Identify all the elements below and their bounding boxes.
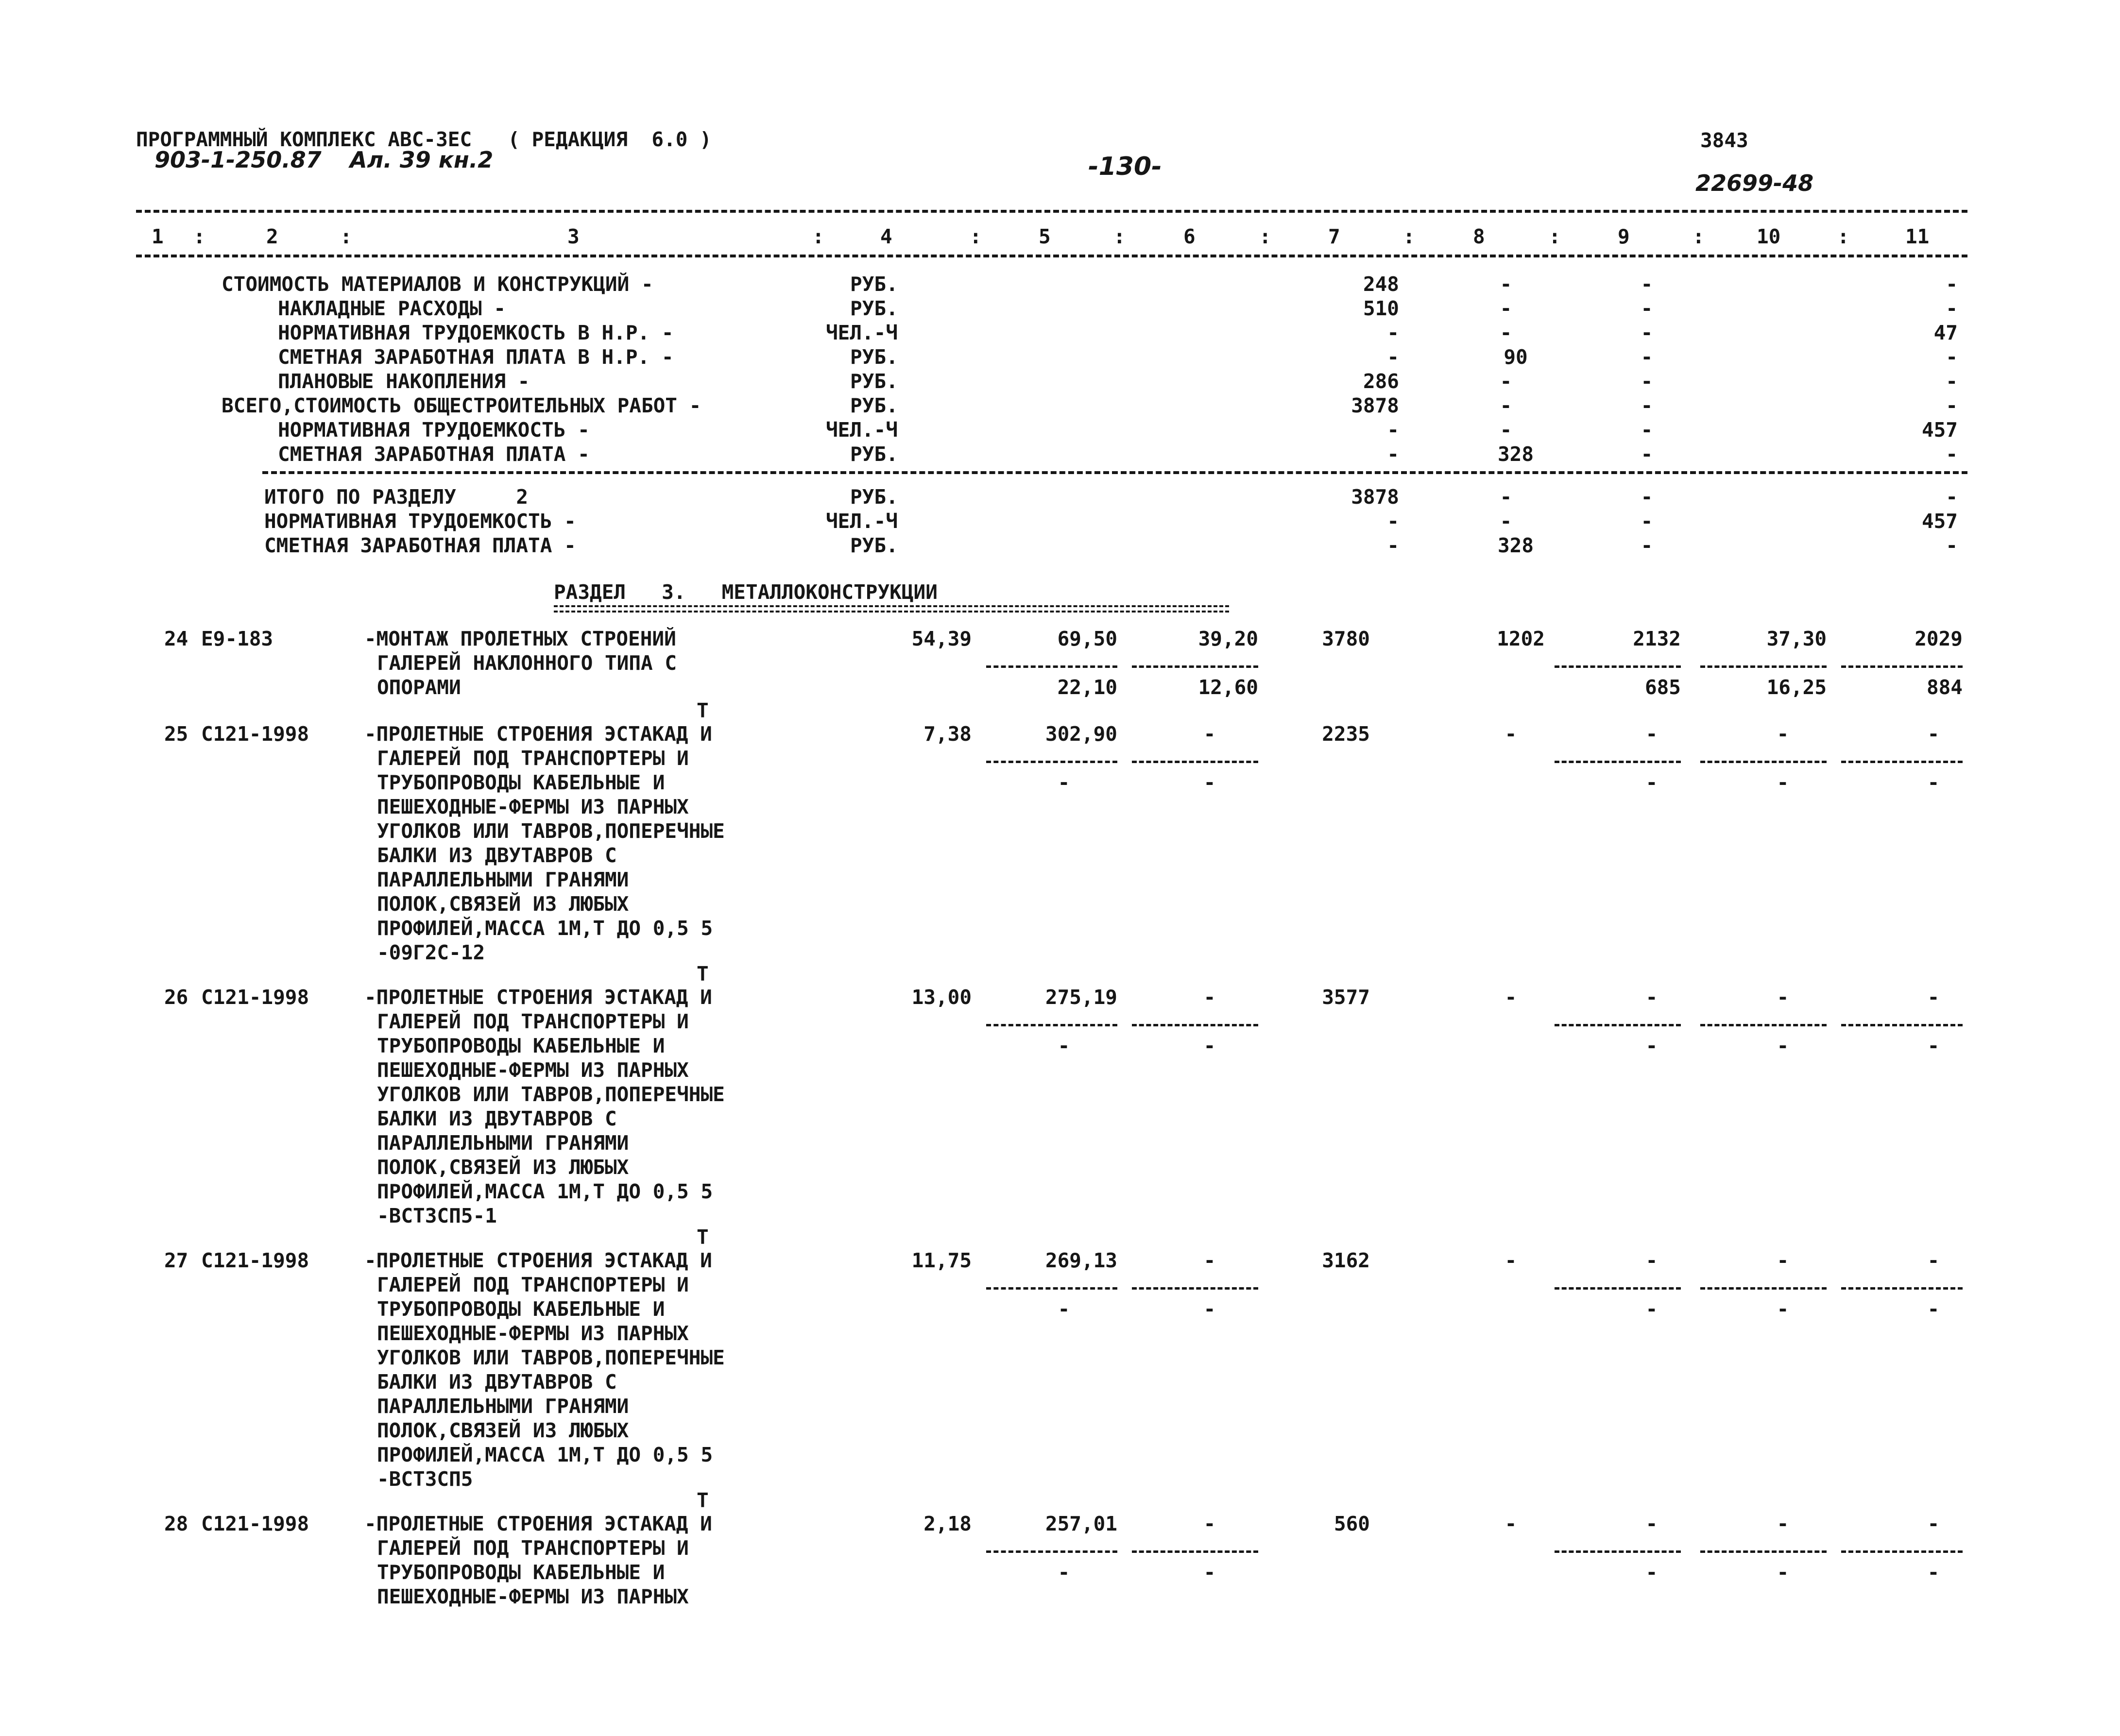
total-unit: ЧЕЛ.-Ч <box>826 510 898 533</box>
item-num: 25 <box>164 722 188 746</box>
item-c6: - <box>1203 1249 1216 1272</box>
item-c11: - <box>1927 986 1940 1009</box>
item-c11-sub: - <box>1927 1034 1940 1057</box>
item-qty: 13,00 <box>911 986 972 1009</box>
item-desc-line: ТРУБОПРОВОДЫ КАБЕЛЬНЫЕ И <box>377 1034 665 1057</box>
summary-label: СМЕТНАЯ ЗАРАБОТНАЯ ПЛАТА В Н.Р. - <box>278 345 674 369</box>
item-desc-line: ТРУБОПРОВОДЫ КАБЕЛЬНЫЕ И <box>377 771 665 794</box>
item-code: С121-1998 <box>201 1512 309 1535</box>
item-c5: 302,90 <box>1045 722 1117 746</box>
fraction-line <box>1555 1287 1681 1290</box>
item-code: С121-1998 <box>201 722 309 746</box>
section-title-underline <box>554 605 1229 613</box>
total-c8: 328 <box>1497 534 1534 557</box>
item-c7: 3577 <box>1322 986 1370 1009</box>
col-sep: : <box>970 225 982 248</box>
item-c10: - <box>1777 1249 1789 1272</box>
col-sep: : <box>340 225 352 248</box>
summary-c7: - <box>1387 418 1399 442</box>
item-num: 26 <box>164 986 188 1009</box>
item-c9: - <box>1645 1249 1658 1272</box>
item-desc-line: ГАЛЕРЕЙ ПОД ТРАНСПОРТЕРЫ И <box>377 1010 689 1033</box>
item-desc-line: ПРОФИЛЕЙ,МАССА 1М,Т ДО 0,5 5 <box>377 1443 713 1466</box>
item-mark: Т <box>697 962 709 986</box>
item-c8: - <box>1505 1512 1517 1535</box>
summary-c9: - <box>1641 394 1653 417</box>
item-desc-line: -ПРОЛЕТНЫЕ СТРОЕНИЯ ЭСТАКАД И <box>364 722 712 746</box>
item-c5-sub: - <box>1058 1561 1070 1584</box>
fraction-line <box>1700 761 1827 763</box>
item-c5: 269,13 <box>1045 1249 1117 1272</box>
item-desc-line: ГАЛЕРЕЙ ПОД ТРАНСПОРТЕРЫ И <box>377 747 689 770</box>
item-c11: - <box>1927 1512 1940 1535</box>
item-num: 24 <box>164 627 188 650</box>
item-desc-line: ГАЛЕРЕЙ ПОД ТРАНСПОРТЕРЫ И <box>377 1273 689 1296</box>
total-c9: - <box>1641 485 1653 509</box>
col-sep: : <box>1113 225 1126 248</box>
summary-unit: ЧЕЛ.-Ч <box>826 418 898 442</box>
summary-c11: - <box>1946 394 1958 417</box>
item-c9: - <box>1645 1512 1658 1535</box>
col-sep: : <box>1549 225 1561 248</box>
item-c6-sub: 12,60 <box>1198 676 1258 699</box>
summary-c9: - <box>1641 297 1653 320</box>
total-unit: РУБ. <box>850 534 898 557</box>
item-desc-line: ГАЛЕРЕЙ НАКЛОННОГО ТИПА С <box>377 651 677 675</box>
item-c11-sub: - <box>1927 1561 1940 1584</box>
item-desc-line: ПРОФИЛЕЙ,МАССА 1М,Т ДО 0,5 5 <box>377 917 713 940</box>
col-num: 2 <box>266 225 278 248</box>
item-desc-line: ПОЛОК,СВЯЗЕЙ ИЗ ЛЮБЫХ <box>377 892 629 916</box>
summary-c11: - <box>1946 443 1958 466</box>
fraction-line <box>986 1550 1117 1553</box>
summary-c7: 286 <box>1363 370 1399 393</box>
item-c7: 3162 <box>1322 1249 1370 1272</box>
item-desc-line: ПОЛОК,СВЯЗЕЙ ИЗ ЛЮБЫХ <box>377 1419 629 1442</box>
item-c11-sub: 884 <box>1926 676 1963 699</box>
fraction-line <box>1841 1287 1963 1290</box>
fraction-line <box>1841 761 1963 763</box>
summary-c7: - <box>1387 321 1399 344</box>
fraction-line <box>1700 1024 1827 1026</box>
item-c5: 275,19 <box>1045 986 1117 1009</box>
col-sep: : <box>812 225 824 248</box>
item-c8: - <box>1505 1249 1517 1272</box>
item-c8: 1202 <box>1497 627 1545 650</box>
item-c10-sub: 16,25 <box>1766 676 1827 699</box>
item-desc-line: ПЕШЕХОДНЫЕ-ФЕРМЫ ИЗ ПАРНЫХ <box>377 1058 689 1082</box>
col-num: 9 <box>1618 225 1630 248</box>
total-c7: 3878 <box>1351 485 1399 509</box>
summary-label: НОРМАТИВНАЯ ТРУДОЕМКОСТЬ В Н.Р. - <box>278 321 674 344</box>
summary-c7: 3878 <box>1351 394 1399 417</box>
fraction-line <box>1132 665 1258 668</box>
total-c9: - <box>1641 534 1653 557</box>
item-c6: 39,20 <box>1198 627 1258 650</box>
col-num: 5 <box>1039 225 1051 248</box>
summary-unit: РУБ. <box>850 370 898 393</box>
summary-label: НОРМАТИВНАЯ ТРУДОЕМКОСТЬ - <box>278 418 590 442</box>
item-desc-line: -МОНТАЖ ПРОЛЕТНЫХ СТРОЕНИЙ <box>364 627 676 650</box>
summary-c7: - <box>1387 345 1399 369</box>
fraction-line <box>1700 1550 1827 1553</box>
summary-c9: - <box>1641 370 1653 393</box>
fraction-line <box>1555 761 1681 763</box>
item-c6-sub: - <box>1203 1561 1216 1584</box>
item-c5-sub: - <box>1058 1034 1070 1057</box>
col-num: 1 <box>152 225 164 248</box>
item-desc-line: ПОЛОК,СВЯЗЕЙ ИЗ ЛЮБЫХ <box>377 1156 629 1179</box>
item-c9: 2132 <box>1633 627 1681 650</box>
item-c7: 3780 <box>1322 627 1370 650</box>
summary-c8: 328 <box>1497 443 1534 466</box>
item-desc-line: -ПРОЛЕТНЫЕ СТРОЕНИЯ ЭСТАКАД И <box>364 986 712 1009</box>
summary-c8: 90 <box>1504 345 1528 369</box>
item-desc-line: ПАРАЛЛЕЛЬНЫМИ ГРАНЯМИ <box>377 868 629 891</box>
total-c7: - <box>1387 510 1399 533</box>
summary-c11: - <box>1946 370 1958 393</box>
fraction-line <box>1700 665 1827 668</box>
item-c10-sub: - <box>1777 1297 1789 1321</box>
fraction-line <box>1555 1550 1681 1553</box>
item-desc-line: ТРУБОПРОВОДЫ КАБЕЛЬНЫЕ И <box>377 1297 665 1321</box>
summary-c7: - <box>1387 443 1399 466</box>
fraction-line <box>1132 761 1258 763</box>
summary-c9: - <box>1641 345 1653 369</box>
item-c10-sub: - <box>1777 771 1789 794</box>
fraction-line <box>986 761 1117 763</box>
col-sep: : <box>1693 225 1705 248</box>
summary-unit: РУБ. <box>850 297 898 320</box>
item-c5-sub: 22,10 <box>1057 676 1117 699</box>
item-qty: 11,75 <box>911 1249 972 1272</box>
page-number: -130- <box>1088 152 1162 181</box>
summary-c11: 47 <box>1933 321 1958 344</box>
fraction-line <box>986 1024 1117 1026</box>
summary-label: ВСЕГО,СТОИМОСТЬ ОБЩЕСТРОИТЕЛЬНЫХ РАБОТ - <box>222 394 701 417</box>
item-qty: 54,39 <box>911 627 972 650</box>
summary-label: СМЕТНАЯ ЗАРАБОТНАЯ ПЛАТА - <box>278 443 590 466</box>
col-num: 3 <box>567 225 580 248</box>
summary-c9: - <box>1641 321 1653 344</box>
item-c9-sub: - <box>1645 771 1658 794</box>
summary-c8: - <box>1500 418 1512 442</box>
summary-c8: - <box>1500 394 1512 417</box>
item-c6: - <box>1203 1512 1216 1535</box>
total-c7: - <box>1387 534 1399 557</box>
total-label: ИТОГО ПО РАЗДЕЛУ 2 <box>264 485 529 509</box>
summary-rule <box>262 471 1967 474</box>
item-c9-sub: - <box>1645 1297 1658 1321</box>
fraction-line <box>1555 1024 1681 1026</box>
fraction-line <box>1132 1287 1258 1290</box>
item-desc-line: -09Г2С-12 <box>377 941 485 964</box>
col-sep: : <box>1837 225 1849 248</box>
item-c6: - <box>1203 986 1216 1009</box>
item-desc-line: УГОЛКОВ ИЛИ ТАВРОВ,ПОПЕРЕЧНЫЕ <box>377 819 725 843</box>
item-c5-sub: - <box>1058 771 1070 794</box>
col-num: 8 <box>1473 225 1485 248</box>
item-mark: Т <box>697 1489 709 1512</box>
item-c10: 37,30 <box>1766 627 1827 650</box>
col-num: 4 <box>880 225 892 248</box>
item-desc-line: ПЕШЕХОДНЫЕ-ФЕРМЫ ИЗ ПАРНЫХ <box>377 1585 689 1608</box>
item-desc-line: УГОЛКОВ ИЛИ ТАВРОВ,ПОПЕРЕЧНЫЕ <box>377 1083 725 1106</box>
item-desc-line: ГАЛЕРЕЙ ПОД ТРАНСПОРТЕРЫ И <box>377 1536 689 1560</box>
item-c6-sub: - <box>1203 1034 1216 1057</box>
fraction-line <box>1132 1024 1258 1026</box>
summary-c11: - <box>1946 345 1958 369</box>
summary-unit: РУБ. <box>850 345 898 369</box>
project-number: 903-1-250.87 <box>154 147 322 173</box>
fraction-line <box>1555 665 1681 668</box>
header-rule-bottom <box>136 255 1967 257</box>
total-label: НОРМАТИВНАЯ ТРУДОЕМКОСТЬ - <box>264 510 576 533</box>
summary-unit: РУБ. <box>850 272 898 296</box>
item-c10: - <box>1777 986 1789 1009</box>
col-num: 10 <box>1757 225 1781 248</box>
item-c11: - <box>1927 1249 1940 1272</box>
summary-c9: - <box>1641 272 1653 296</box>
item-c8: - <box>1505 722 1517 746</box>
col-num: 6 <box>1183 225 1196 248</box>
fraction-line <box>1841 665 1963 668</box>
item-desc-line: ПЕШЕХОДНЫЕ-ФЕРМЫ ИЗ ПАРНЫХ <box>377 795 689 818</box>
item-c8: - <box>1505 986 1517 1009</box>
item-c6-sub: - <box>1203 771 1216 794</box>
item-c5: 69,50 <box>1057 627 1117 650</box>
item-c7: 560 <box>1334 1512 1370 1535</box>
summary-unit: РУБ. <box>850 394 898 417</box>
item-code: Е9-183 <box>201 627 274 650</box>
summary-label: НАКЛАДНЫЕ РАСХОДЫ - <box>278 297 506 320</box>
col-sep: : <box>1259 225 1271 248</box>
summary-c9: - <box>1641 418 1653 442</box>
total-c8: - <box>1500 510 1512 533</box>
summary-unit: ЧЕЛ.-Ч <box>826 321 898 344</box>
fraction-line <box>986 1287 1117 1290</box>
summary-c8: - <box>1500 370 1512 393</box>
doc-number: 3843 <box>1700 129 1748 152</box>
col-num: 11 <box>1905 225 1930 248</box>
item-mark: Т <box>697 699 709 722</box>
item-desc-line: -ВСТ3СП5 <box>377 1467 473 1491</box>
total-c11: - <box>1946 485 1958 509</box>
album-number: Ал. 39 кн.2 <box>350 147 494 173</box>
item-desc-line: БАЛКИ ИЗ ДВУТАВРОВ С <box>377 1107 617 1130</box>
item-code: С121-1998 <box>201 986 309 1009</box>
summary-c8: - <box>1500 297 1512 320</box>
total-c11: - <box>1946 534 1958 557</box>
item-c9-sub: 685 <box>1644 676 1681 699</box>
summary-label: СТОИМОСТЬ МАТЕРИАЛОВ И КОНСТРУКЦИЙ - <box>222 272 653 296</box>
item-desc-line: -ПРОЛЕТНЫЕ СТРОЕНИЯ ЭСТАКАД И <box>364 1249 712 1272</box>
item-c10: - <box>1777 1512 1789 1535</box>
item-c9: - <box>1645 722 1658 746</box>
total-unit: РУБ. <box>850 485 898 509</box>
program-header: ПРОГРАММНЫЙ КОМПЛЕКС АВС-3ЕС ( РЕДАКЦИЯ 6.0 ) <box>136 128 712 151</box>
item-num: 27 <box>164 1249 188 1272</box>
item-c5-sub: - <box>1058 1297 1070 1321</box>
item-desc-line: ПЕШЕХОДНЫЕ-ФЕРМЫ ИЗ ПАРНЫХ <box>377 1322 689 1345</box>
item-c9-sub: - <box>1645 1034 1658 1057</box>
item-desc-line: ОПОРАМИ <box>377 676 461 699</box>
total-label: СМЕТНАЯ ЗАРАБОТНАЯ ПЛАТА - <box>264 534 576 557</box>
item-c6-sub: - <box>1203 1297 1216 1321</box>
item-c9-sub: - <box>1645 1561 1658 1584</box>
summary-c8: - <box>1500 321 1512 344</box>
fraction-line <box>986 665 1117 668</box>
col-sep: : <box>1403 225 1415 248</box>
item-c11-sub: - <box>1927 1297 1940 1321</box>
item-mark: Т <box>697 1225 709 1249</box>
summary-c9: - <box>1641 443 1653 466</box>
item-desc-line: БАЛКИ ИЗ ДВУТАВРОВ С <box>377 844 617 867</box>
item-c10: - <box>1777 722 1789 746</box>
fraction-line <box>1132 1550 1258 1553</box>
fraction-line <box>1841 1024 1963 1026</box>
item-desc-line: УГОЛКОВ ИЛИ ТАВРОВ,ПОПЕРЕЧНЫЕ <box>377 1346 725 1369</box>
inventory-number: 22699-48 <box>1695 170 1814 196</box>
section-title: РАЗДЕЛ 3. МЕТАЛЛОКОНСТРУКЦИИ <box>554 580 938 604</box>
item-c5: 257,01 <box>1045 1512 1117 1535</box>
summary-c11: - <box>1946 297 1958 320</box>
item-desc-line: ТРУБОПРОВОДЫ КАБЕЛЬНЫЕ И <box>377 1561 665 1584</box>
item-c11: - <box>1927 722 1940 746</box>
item-c10-sub: - <box>1777 1561 1789 1584</box>
total-c9: - <box>1641 510 1653 533</box>
item-qty: 2,18 <box>923 1512 972 1535</box>
summary-c7: 248 <box>1363 272 1399 296</box>
item-code: С121-1998 <box>201 1249 309 1272</box>
item-c9: - <box>1645 986 1658 1009</box>
item-desc-line: -ПРОЛЕТНЫЕ СТРОЕНИЯ ЭСТАКАД И <box>364 1512 712 1535</box>
fraction-line <box>1841 1550 1963 1553</box>
item-desc-line: ПАРАЛЛЕЛЬНЫМИ ГРАНЯМИ <box>377 1395 629 1418</box>
fraction-line <box>1700 1287 1827 1290</box>
summary-c11: 457 <box>1921 418 1958 442</box>
item-c10-sub: - <box>1777 1034 1789 1057</box>
col-num: 7 <box>1328 225 1340 248</box>
header-rule-top <box>136 210 1967 213</box>
item-num: 28 <box>164 1512 188 1535</box>
item-qty: 7,38 <box>923 722 972 746</box>
total-c11: 457 <box>1921 510 1958 533</box>
item-desc-line: ПАРАЛЛЕЛЬНЫМИ ГРАНЯМИ <box>377 1131 629 1155</box>
item-c11-sub: - <box>1927 771 1940 794</box>
summary-unit: РУБ. <box>850 443 898 466</box>
summary-c8: - <box>1500 272 1512 296</box>
item-c6: - <box>1203 722 1216 746</box>
item-desc-line: -ВСТ3СП5-1 <box>377 1204 497 1227</box>
summary-label: ПЛАНОВЫЕ НАКОПЛЕНИЯ - <box>278 370 530 393</box>
summary-c7: 510 <box>1363 297 1399 320</box>
total-c8: - <box>1500 485 1512 509</box>
col-sep: : <box>193 225 205 248</box>
item-c7: 2235 <box>1322 722 1370 746</box>
item-c11: 2029 <box>1915 627 1963 650</box>
item-desc-line: ПРОФИЛЕЙ,МАССА 1М,Т ДО 0,5 5 <box>377 1180 713 1203</box>
summary-c11: - <box>1946 272 1958 296</box>
item-desc-line: БАЛКИ ИЗ ДВУТАВРОВ С <box>377 1370 617 1394</box>
